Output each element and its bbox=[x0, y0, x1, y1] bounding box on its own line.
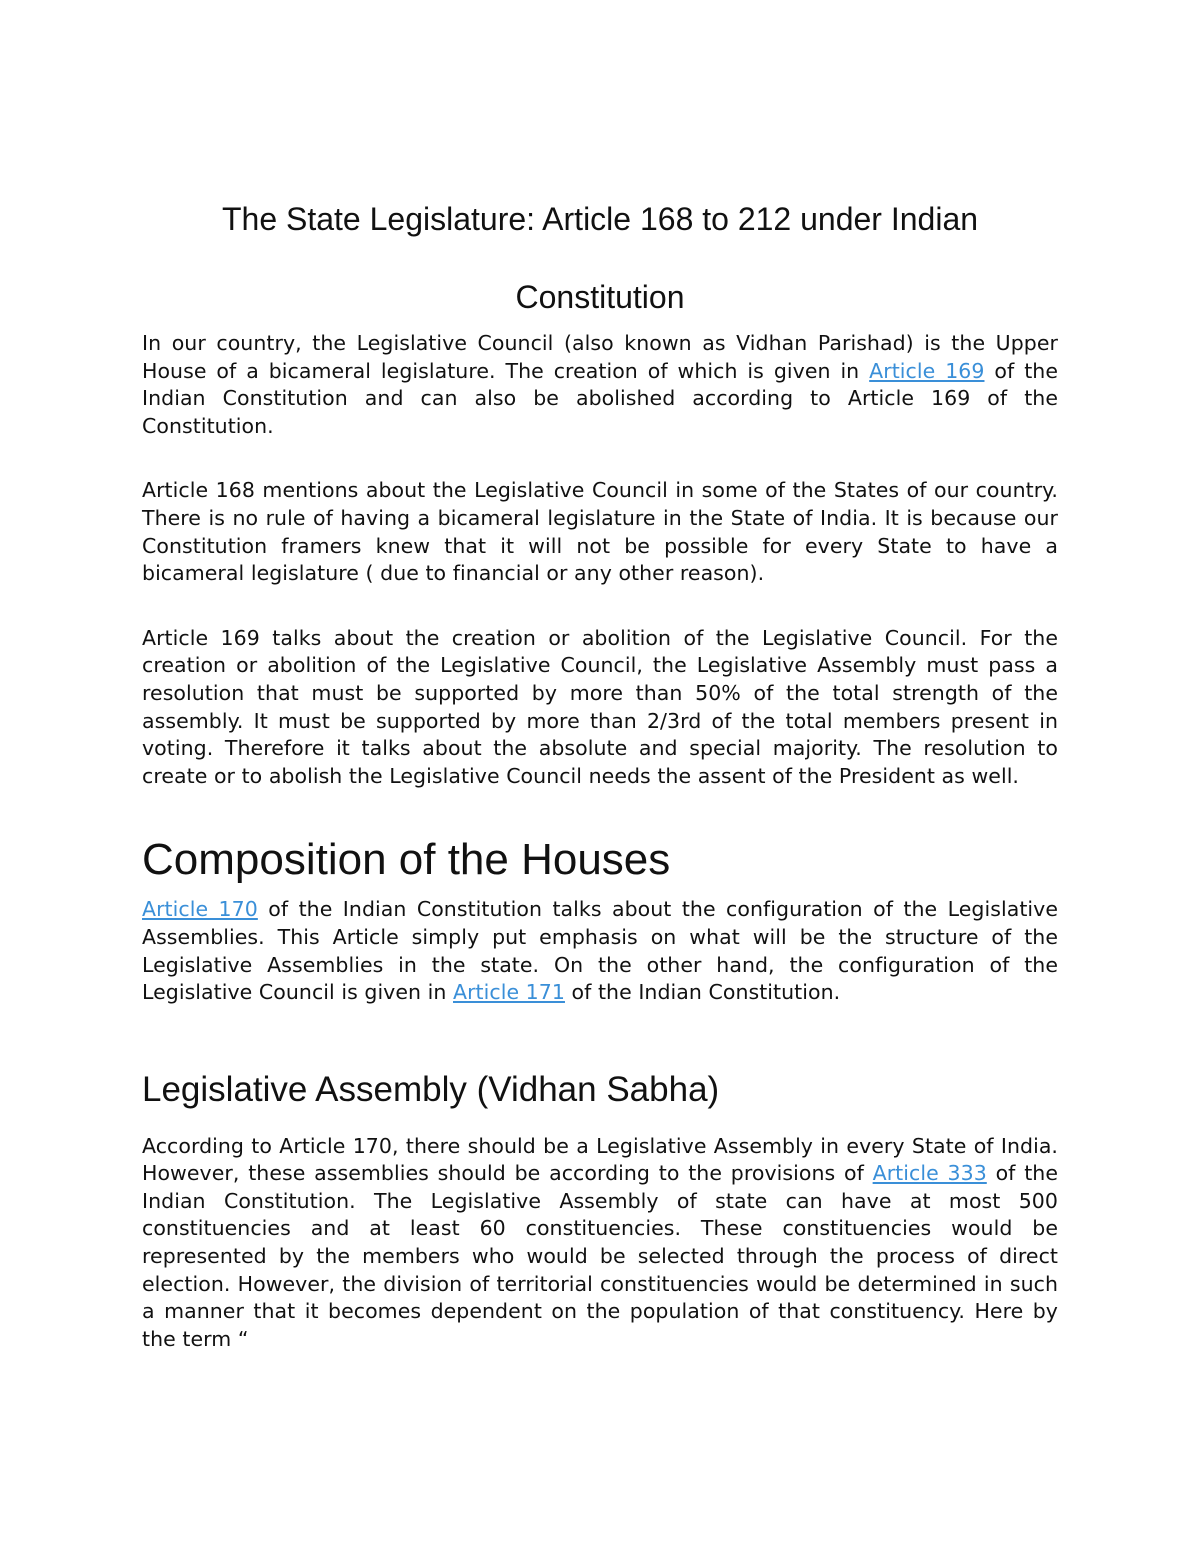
paragraph-composition-text-1: of the Indian Constitution talks about the configuration of the Legislative Assemblies. This Article simply put emphasis on what will be the structure of the Legislative Assemblies in the state. On the other hand, the configuration of the Legislative Council is given in bbox=[142, 897, 1058, 1005]
article-169-link[interactable]: Article 169 bbox=[869, 358, 985, 383]
heading-legislative-assembly: Legislative Assembly (Vidhan Sabha) bbox=[142, 1069, 720, 1109]
paragraph-article-168: Article 168 mentions about the Legislative Council in some of the States of our country. There is no rule of having a bicameral legislature in the State of India. It is because our Constitution framers knew that it will not be possible for every State to have a bicameral legislature ( due to financial or any other reason). bbox=[142, 478, 1058, 586]
paragraph-article-169: Article 169 talks about the creation or abolition of the Legislative Council. For the creation or abolition of the Legislative Council, the Legislative Assembly must pass a resolution that must be supported by more than 50% of the total strength of the assembly. It must be supported by more than 2/3rd of the total members present in voting. Therefore it talks about the absolute and special majority. The resolution to create or to abolish the Legislative Council needs the assent of the President as well. bbox=[142, 625, 1058, 788]
paragraph-intro-text-1: In our country, the Legislative Council (also known as Vidhan Parishad) is the Upper House of a bicameral legislature. The creation of which is given in bbox=[142, 331, 1058, 383]
page-title-line-1: The State Legislature: Article 168 to 212 under Indian bbox=[221, 201, 979, 237]
heading-composition: Composition of the Houses bbox=[142, 835, 671, 885]
paragraph-assembly-text-1: According to Article 170, there should be a Legislative Assembly in every State of India. However, these assemblies should be according to the provisions of bbox=[142, 1133, 1058, 1186]
paragraph-intro-text-2: of the Indian Constitution and can also be abolished according to Article 169 of the Constitution. bbox=[142, 358, 1058, 438]
paragraph-legislative-assembly bbox=[142, 1133, 1058, 1354]
page-title bbox=[142, 180, 1058, 336]
paragraph-composition bbox=[142, 896, 1058, 1006]
page-title-line-2: Constitution bbox=[515, 279, 685, 315]
paragraph-assembly-text-2: of the Indian Constitution. The Legislative Assembly of state can have at most 500 constituencies and at least 60 constituencies. These constituencies would be represented by the members who would be selected through the process of direct election. However, the division of territorial constituencies would be determined in such a manner that it becomes dependent on the population of that constituency. Here by the term “ bbox=[142, 1161, 1058, 1351]
paragraph-intro bbox=[142, 330, 1058, 440]
paragraph-composition-text-2: of the Indian Constitution. bbox=[564, 980, 841, 1005]
article-333-link[interactable]: Article 333 bbox=[872, 1161, 987, 1186]
article-170-link[interactable]: Article 170 bbox=[142, 897, 258, 922]
article-171-link[interactable]: Article 171 bbox=[453, 980, 565, 1005]
document-body bbox=[142, 180, 1058, 1353]
